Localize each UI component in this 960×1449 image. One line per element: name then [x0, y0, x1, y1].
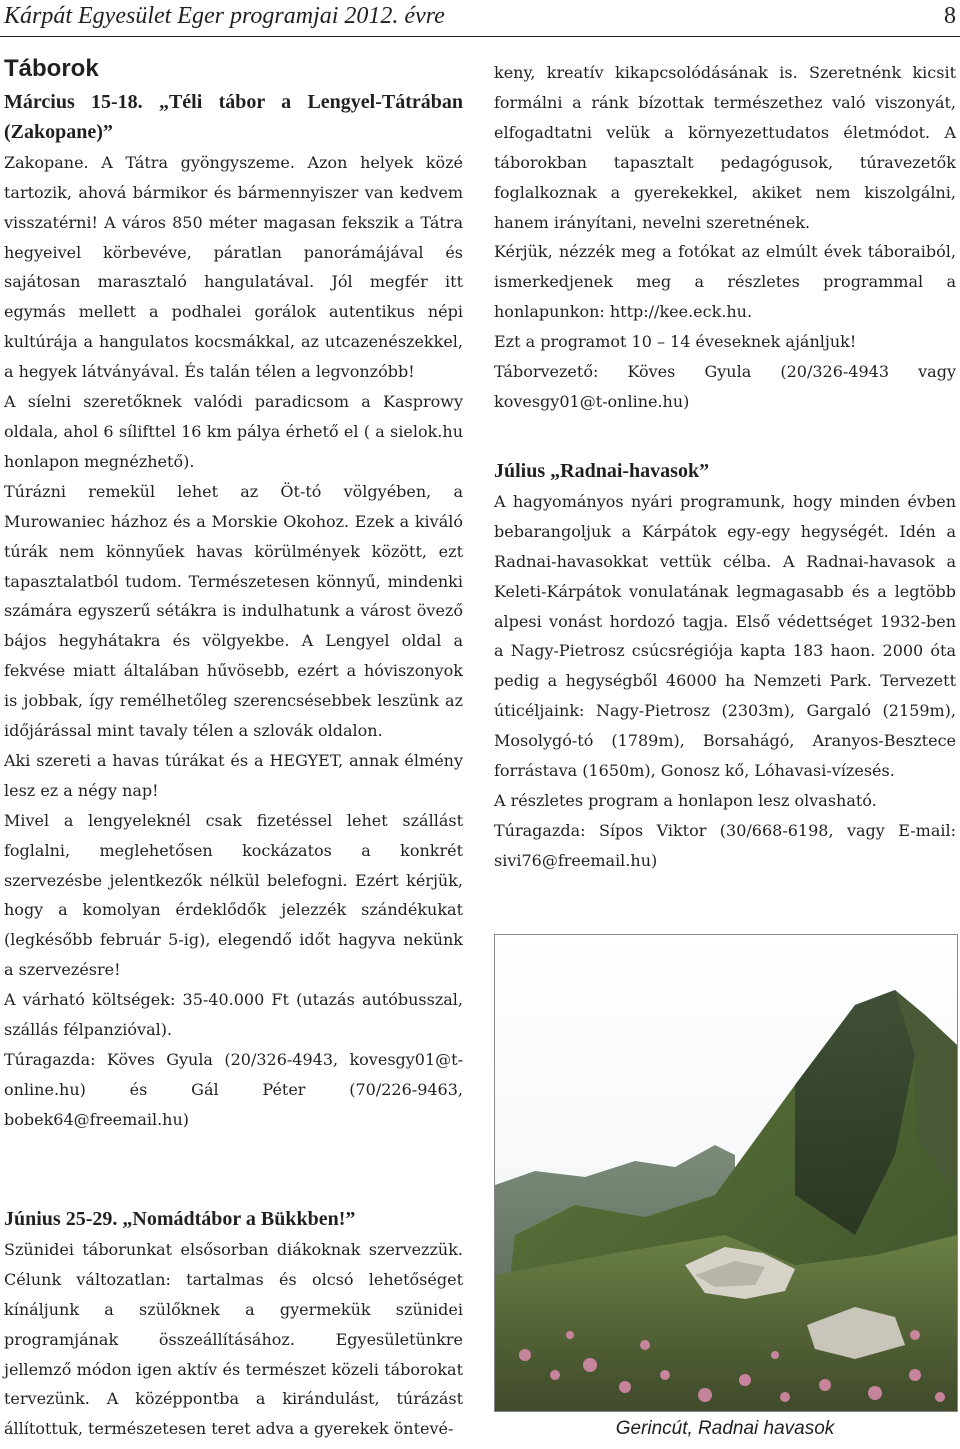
paragraph: Ezt a programot 10 – 14 éveseknek ajánljuk! [494, 332, 857, 352]
right-column-event [494, 457, 956, 876]
paragraph: Kérjük, nézzék meg a fotókat az elmúlt évek táboraiból, ismerkedjenek meg a részletes programmal a honlapunkon: http://kee.eck.hu. [494, 242, 956, 322]
paragraph: Zakopane. A Tátra gyöngyszeme. Azon helyek közé tartozik, ahová bármikor és bármennyiszer van kedvem visszatérni! A város 850 méter magasan fekszik a Tátra hegyeivel körbevéve, páratlan panorámájával és sajátosan marasztaló hangulatával. Jól megfér itt egymás mellett a podhalei gorálok autentikus népi kultúrája a hangulatos kocsmákkal, az utcazenészekkel, a hegyek látványával. És talán télen a legvonzóbb! [4, 152, 463, 382]
paragraph: Aki szereti a havas túrákat és a HEGYET, annak élmény lesz ez a négy nap! [4, 750, 463, 800]
paragraph: A várható költségek: 35-40.000 Ft (utazás autóbusszal, szállás félpanzióval). [4, 990, 463, 1040]
paragraph: Túragazda: Sípos Viktor (30/668-6198, vagy E-mail: sivi76@freemail.hu) [494, 820, 956, 870]
paragraph: Túrázni remekül lehet az Öt-tó völgyében, a Murowaniec házhoz és a Morskie Okohoz. Ezek a kiváló túrák nem könnyűek havas körülmények között, ezt tapasztalatból tudom. Természetesen könnyű, mindenki számára egyszerű sétákra is indulhatunk a várost övező bájos hegyhátakra és völgyekbe. A Lengyel oldal a fekvése miatt általában hűvösebb, ezért a hóviszonyok is jobbak, így remélhetőleg szerencsésebbek leszünk az időjárással mint tavaly télen a szlovák oldalon. [4, 481, 463, 741]
right-column [494, 58, 956, 417]
paragraph: Mivel a lengyeleknél csak fizetéssel lehet szállást foglalni, meglehetősen kockázatos a konkrét szervezésbe jelentkezők nélkül belefogni. Ezért kérjük, hogy a komolyan érdeklődők jelezzék szándékukat (legkésőbb február 5-ig), elegendő időt hagyva nekünk a szervezésre! [4, 810, 463, 980]
paragraph: Túragazda: Köves Gyula (20/326-4943, kovesgy01@t-online.hu) és Gál Péter (70/226-9463, bobek64@freemail.hu) [4, 1050, 463, 1129]
page-header [0, 0, 960, 37]
event-title-radnai: Július „Radnai-havasok” [494, 460, 710, 482]
paragraph: keny, kreatív kikapcsolódásának is. Szeretnénk kicsit formálni a ránk bízottak természethez való viszonyát, elfogadtatni velük a környezettudatos életmódot. A táborokban tapasztalt pedagógusok, túravezetők foglalkoznak a gyerekekkel, akiket nem kiszolgálni, hanem irányítani, nevelni szeretnének. [494, 63, 956, 232]
photo-caption: Gerincút, Radnai havasok [615, 1418, 835, 1439]
event-title-nomad-camp: Június 25-29. „Nomádtábor a Bükkben!” [4, 1208, 356, 1230]
paragraph: A hagyományos nyári programunk, hogy minden évben bebarangoljuk a Kárpátok egy-egy hegységét. Idén a Radnai-havasokkat vettük célba. A Radnai-havasok a Keleti-Kárpátok vonulatának legmagasabb és a legtöbb alpesi vonást hordozó tagja. Első védettséget 1932-ben a Nagy-Pietrosz csúcsrégiója kapta 183 haon. 2000 óta pedig a hegységből 46000 ha Nemzeti Park. Tervezett úticéljaink: Nagy-Pietrosz (2303m), Gargaló (2159m), Mosolygó-tó (1789m), Borsahágó, Aranyos-Besztece forrástava (1650m), Gonosz kő, Lóhavasi-vízesés. [494, 491, 956, 781]
publication-title: Kárpát Egyesület Eger programjai 2012. évre [4, 3, 445, 29]
left-column-bottom [4, 1205, 463, 1444]
event-title-winter-camp: Március 15-18. „Téli tábor a Lengyel-Tátrában (Zakopane)” [4, 91, 463, 143]
page-number: 8 [944, 3, 956, 29]
paragraph: Szünidei táborunkat elsősorban diákoknak szervezzük. Célunk változatlan: tartalmas és olcsó lehetőséget kínáljunk a szülőknek a gyermekük szünidei programjának összeállításához. Egyesületünkre jellemző módon igen aktív és természet közeli táborokat tervezünk. A középpontba a kirándulást, túrázást állítottuk, természetesen teret adva a gyerekek öntevé- [4, 1239, 463, 1439]
left-column [4, 56, 463, 1135]
mountain-ridge-photo [494, 934, 958, 1412]
section-title: Táborok [4, 55, 99, 82]
paragraph: Táborvezető: Köves Gyula (20/326-4943 vagy kovesgy01@t-online.hu) [494, 362, 956, 411]
paragraph: A síelni szeretőknek valódi paradicsom a Kasprowy oldala, ahol 6 sílifttel 16 km pálya érhető el ( a sielok.hu honlapon megnézhető). [4, 392, 463, 471]
paragraph: A részletes program a honlapon lesz olvasható. [494, 790, 877, 810]
